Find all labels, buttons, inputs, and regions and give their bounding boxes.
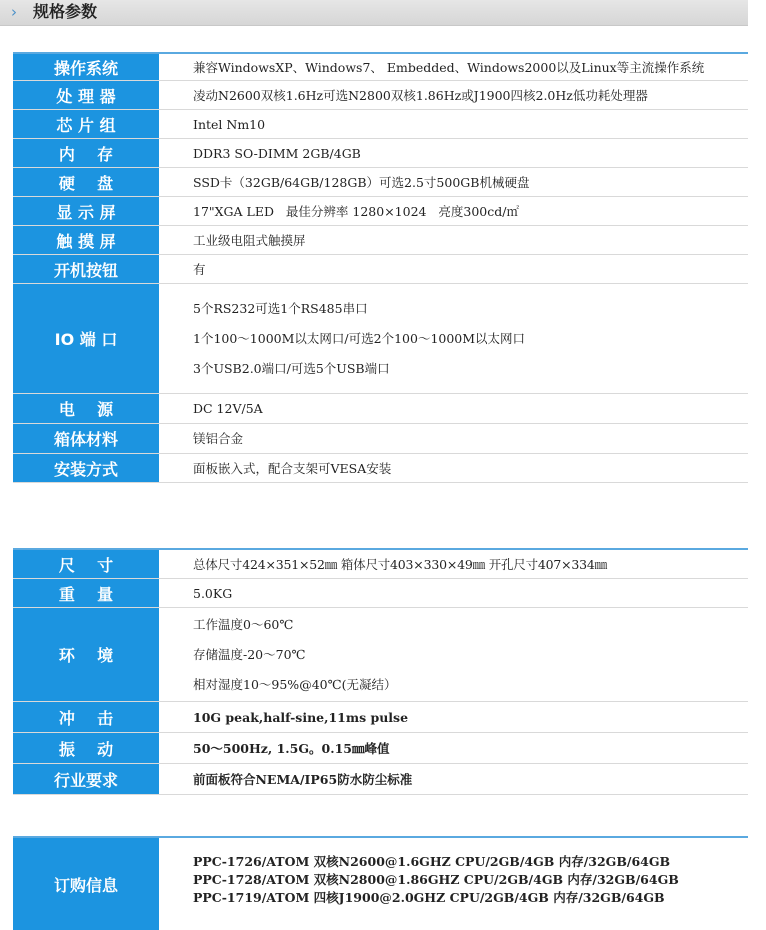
spec-value-line: 10G peak,half-sine,11ms pulse — [193, 709, 409, 725]
spec-value — [160, 702, 748, 732]
spec-row-ordering — [13, 838, 748, 930]
spec-row-power — [13, 394, 748, 424]
spec-value-line: 5个RS232可选1个RS485串口 — [193, 300, 368, 316]
spec-row-dimensions — [13, 550, 748, 579]
spec-value — [160, 579, 748, 607]
section-title: 规格参数 — [33, 2, 98, 21]
spec-row-weight — [13, 579, 748, 608]
spec-value — [160, 226, 748, 254]
spec-label: 行业要求 — [13, 764, 160, 794]
spec-value — [160, 284, 748, 393]
spec-table-hardware — [13, 52, 748, 483]
spec-row-material — [13, 424, 748, 454]
spec-value-line: 50～500Hz, 1.5G。0.15㎜峰值 — [193, 740, 390, 756]
spec-table-ordering — [13, 836, 748, 930]
spec-label: 尺 寸 — [13, 550, 160, 578]
spec-value-line: 存储温度-20～70℃ — [193, 646, 306, 662]
spec-label: 振 动 — [13, 733, 160, 763]
spec-row-touch — [13, 226, 748, 255]
spec-value-line: DC 12V/5A — [193, 401, 263, 416]
spec-value — [160, 139, 748, 167]
spec-row-environment — [13, 608, 748, 702]
spec-label: 处 理 器 — [13, 81, 160, 109]
spec-label: 环 境 — [13, 608, 160, 701]
spec-value-line: 面板嵌入式，配合支架可VESA安装 — [193, 460, 392, 476]
spec-value-line: 17"XGA LED 最佳分辨率 1280×1024 亮度300cd/㎡ — [193, 203, 519, 219]
spec-label: 触 摸 屏 — [13, 226, 160, 254]
spec-label: 芯 片 组 — [13, 110, 160, 138]
spec-value — [160, 255, 748, 283]
spec-label: 操作系统 — [13, 54, 160, 80]
spec-row-display — [13, 197, 748, 226]
spec-value-line: 3个USB2.0端口/可选5个USB端口 — [193, 360, 390, 376]
spec-value — [160, 838, 748, 930]
spec-value-line: DDR3 SO-DIMM 2GB/4GB — [193, 145, 361, 161]
spec-label: 开机按钮 — [13, 255, 160, 283]
spec-value — [160, 394, 748, 423]
spec-value — [160, 454, 748, 482]
spec-value-line: 工作温度0～60℃ — [193, 616, 294, 632]
spec-row-io — [13, 284, 748, 394]
spec-row-memory — [13, 139, 748, 168]
spec-value — [160, 110, 748, 138]
spec-value-line: 5.0KG — [193, 585, 233, 601]
spec-value — [160, 550, 748, 578]
spec-value-line: 相对湿度10～95%@40℃(无凝结） — [193, 676, 397, 692]
spec-label: 订购信息 — [13, 838, 160, 930]
spec-value — [160, 54, 748, 80]
spec-value-line: Intel Nm10 — [193, 116, 266, 132]
spec-label: IO 端 口 — [13, 284, 160, 393]
spec-label: 电 源 — [13, 394, 160, 423]
spec-row-industry — [13, 764, 748, 795]
spec-value-line: 凌动N2600双核1.6Hz可选N2800双核1.86Hz或J1900四核2.0Hz低功耗处理器 — [193, 87, 648, 103]
spec-row-mounting — [13, 454, 748, 483]
spec-value-line: 总体尺寸424×351×52㎜ 箱体尺寸403×330×49㎜ 开孔尺寸407×334㎜ — [193, 556, 607, 572]
spec-row-disk — [13, 168, 748, 197]
spec-value-line: SSD卡（32GB/64GB/128GB）可选2.5寸500GB机械硬盘 — [193, 174, 530, 190]
spec-row-cpu — [13, 81, 748, 110]
spec-value — [160, 608, 748, 701]
spec-label: 内 存 — [13, 139, 160, 167]
spec-label: 箱体材料 — [13, 424, 160, 453]
spec-value-line: 兼容WindowsXP、Windows7、 Embedded、Windows2000以及Linux等主流操作系统 — [193, 59, 705, 75]
spec-value — [160, 197, 748, 225]
spec-table-physical — [13, 548, 748, 795]
spec-value — [160, 168, 748, 196]
spec-row-shock — [13, 702, 748, 733]
spec-value-line: PPC-1728/ATOM 双核N2800@1.86GHZ CPU/2GB/4GB 内存/32GB/64GB — [193, 872, 679, 887]
spec-value — [160, 81, 748, 109]
chevron-right-icon: › — [11, 3, 17, 21]
section-header — [0, 0, 748, 26]
spec-label: 安装方式 — [13, 454, 160, 482]
spec-value — [160, 764, 748, 794]
spec-row-power-button — [13, 255, 748, 284]
spec-value-line: 镁铝合金 — [193, 431, 244, 446]
spec-row-vibration — [13, 733, 748, 764]
spec-value-line: 工业级电阻式触摸屏 — [193, 232, 306, 248]
spec-label: 显 示 屏 — [13, 197, 160, 225]
spec-value-line: PPC-1726/ATOM 双核N2600@1.6GHZ CPU/2GB/4GB 内存/32GB/64GB — [193, 854, 671, 869]
spec-label: 冲 击 — [13, 702, 160, 732]
spec-label: 重 量 — [13, 579, 160, 607]
spec-value-line: 前面板符合NEMA/IP65防水防尘标准 — [193, 771, 413, 787]
spec-value — [160, 733, 748, 763]
spec-value-line: 有 — [193, 261, 206, 277]
spec-row-os — [13, 54, 748, 81]
spec-row-chipset — [13, 110, 748, 139]
spec-value-line: 1个100～1000M以太网口/可选2个100～1000M以太网口 — [193, 330, 526, 346]
spec-label: 硬 盘 — [13, 168, 160, 196]
spec-value-line: PPC-1719/ATOM 四核J1900@2.0GHZ CPU/2GB/4GB 内存/32GB/64GB — [193, 890, 665, 905]
spec-value — [160, 424, 748, 453]
